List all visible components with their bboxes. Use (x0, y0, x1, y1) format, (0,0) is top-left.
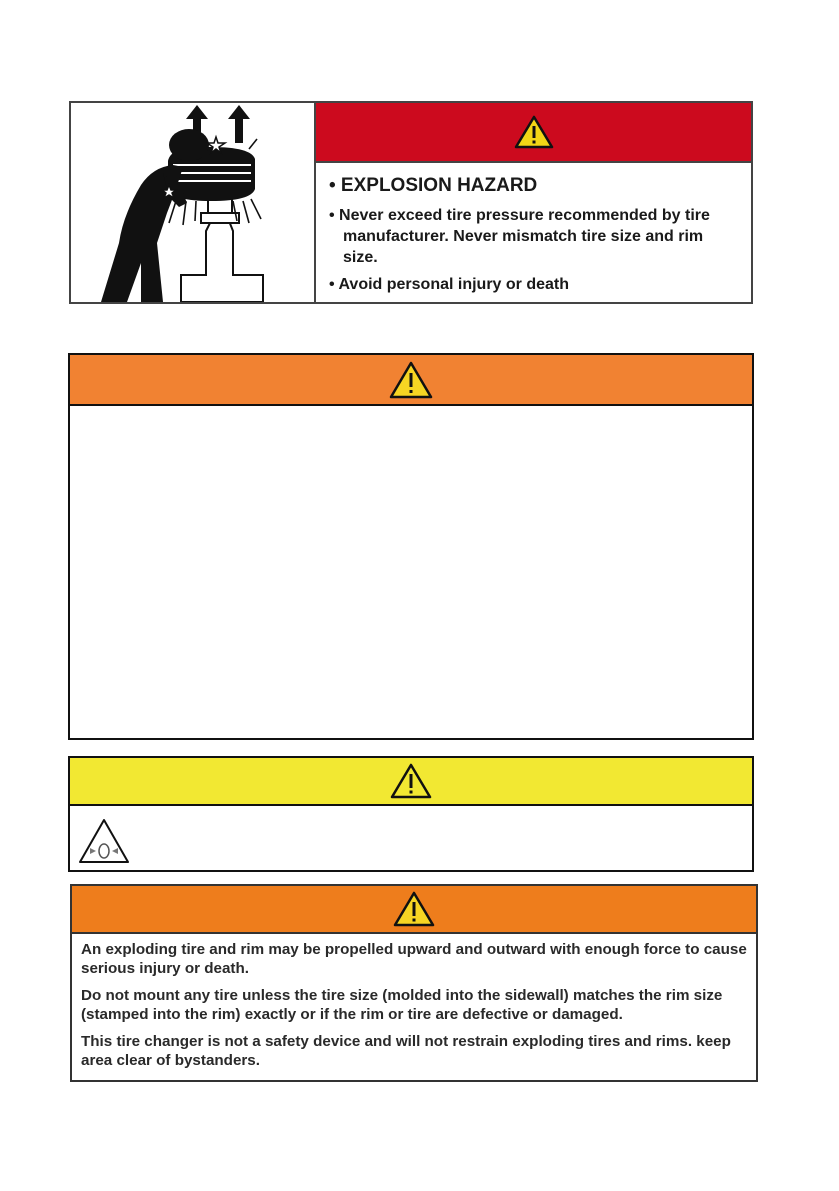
warning-triangle-icon (389, 361, 433, 399)
warning-paragraph: This tire changer is not a safety device and will not restrain exploding tires and rims. keep area clear of bystanders. (81, 1033, 731, 1069)
warning-notice-box (68, 353, 754, 740)
warning-paragraph: An exploding tire and rim may be propelled upward and outward with enough force to cause serious injury or death. (81, 941, 747, 977)
danger-header (316, 103, 751, 163)
warning-header (72, 886, 756, 934)
hazard-bullet: • Avoid personal injury or death (329, 276, 570, 293)
explosion-hazard-label (69, 101, 753, 304)
warning-triangle-icon (514, 115, 554, 149)
warning-triangle-icon (390, 763, 432, 799)
warning-header (70, 355, 752, 406)
caution-notice-box (68, 756, 754, 872)
hazard-headline: • EXPLOSION HAZARD (329, 175, 538, 196)
caution-header (70, 758, 752, 806)
hazard-bullet: • Never exceed tire pressure recommended by tire manufacturer. Never mismatch tire size and rim size. (329, 207, 710, 266)
tire-explosion-warning-label (70, 884, 758, 1082)
warning-paragraph: Do not mount any tire unless the tire size (molded into the sidewall) matches the rim size (stamped into the rim) exactly or if the rim or tire are defective or damaged. (81, 987, 723, 1023)
hearing-protection-triangle-icon (78, 818, 130, 864)
exploding-tire-pictogram-icon (71, 103, 316, 302)
warning-triangle-icon (393, 891, 435, 927)
